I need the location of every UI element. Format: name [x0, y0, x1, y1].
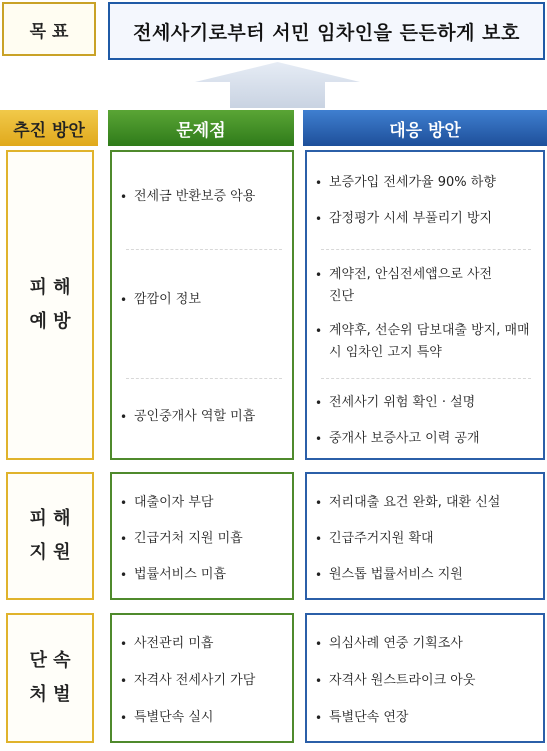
list-item: • 중개사 보증사고 이력 공개	[315, 428, 543, 450]
list-item: • 대출이자 부담	[120, 492, 290, 514]
header-problem: 문제점	[108, 110, 294, 146]
category-line: 예 방	[29, 311, 71, 332]
list-item: • 계약후, 선순위 담보대출 방지, 매매 시 임차인 고지 특약	[315, 320, 541, 364]
response-box-prevention	[305, 150, 545, 460]
header-response: 대응 방안	[303, 110, 547, 146]
problem-box-prevention	[110, 150, 294, 460]
list-item: • 전세금 반환보증 악용	[120, 186, 290, 208]
list-item: • 긴급거처 지원 미흡	[120, 528, 290, 550]
list-item: • 의심사례 연중 기획조사	[315, 633, 543, 655]
category-line: 피 해	[29, 277, 71, 298]
list-item: • 특별단속 실시	[120, 707, 290, 729]
list-item: • 자격사 전세사기 가담	[120, 670, 290, 692]
list-item: • 사전관리 미흡	[120, 633, 290, 655]
list-item: • 전세사기 위험 확인 · 설명	[315, 392, 543, 414]
category-line: 지 원	[29, 542, 71, 563]
goal-label: 목 표	[2, 2, 96, 56]
category-line: 처 벌	[29, 684, 71, 705]
category-prevention	[6, 150, 94, 460]
list-item: • 보증가입 전세가율 90% 하향	[315, 172, 543, 194]
list-item: • 긴급주거지원 확대	[315, 528, 543, 550]
list-item: • 저리대출 요건 완화, 대환 신설	[315, 492, 545, 514]
list-item: • 공인중개사 역할 미흡	[120, 406, 290, 428]
problem-box-enforcement	[110, 613, 294, 743]
divider	[126, 378, 282, 379]
list-item: • 원스톱 법률서비스 지원	[315, 564, 543, 586]
list-item: • 특별단속 연장	[315, 707, 543, 729]
response-box-enforcement	[305, 613, 545, 743]
response-box-support	[305, 472, 545, 600]
divider	[321, 378, 531, 379]
category-line: 피 해	[29, 508, 71, 529]
divider	[321, 249, 531, 250]
list-item: • 계약전, 안심전세앱으로 사전진단	[315, 264, 495, 308]
up-arrow-icon	[195, 62, 360, 108]
divider	[126, 249, 282, 250]
list-item: • 감정평가 시세 부풀리기 방지	[315, 208, 543, 230]
category-line: 단 속	[29, 650, 71, 671]
header-strategy: 추진 방안	[0, 110, 98, 146]
list-item: • 깜깜이 정보	[120, 289, 290, 311]
list-item: • 자격사 원스트라이크 아웃	[315, 670, 543, 692]
problem-box-support	[110, 472, 294, 600]
list-item: • 법률서비스 미흡	[120, 564, 290, 586]
goal-text: 전세사기로부터 서민 임차인을 든든하게 보호	[108, 2, 545, 60]
category-support	[6, 472, 94, 600]
category-enforcement	[6, 613, 94, 743]
